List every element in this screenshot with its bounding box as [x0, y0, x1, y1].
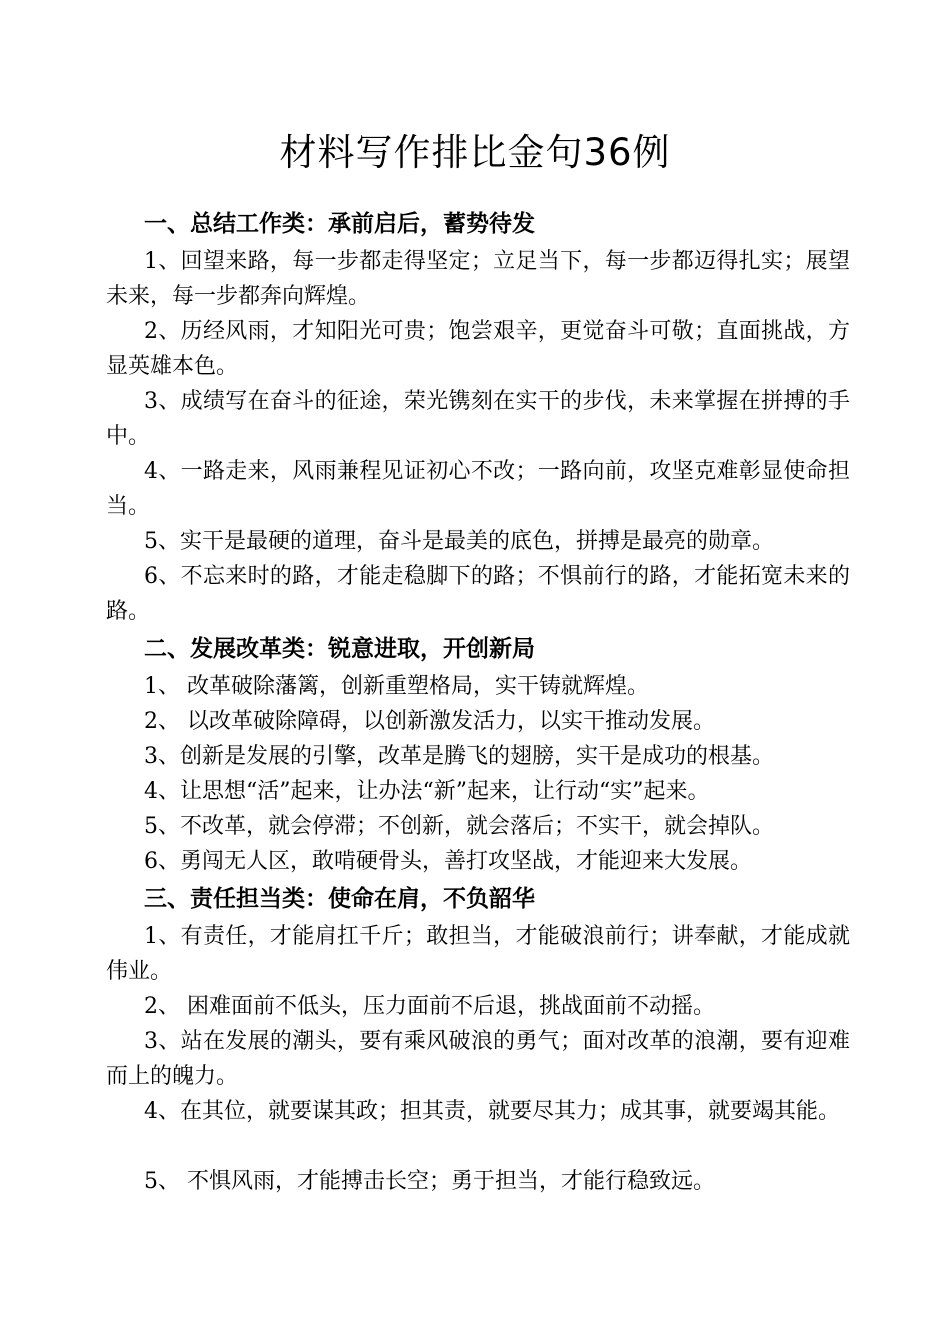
section-summary-work: [106, 204, 850, 629]
sentence-item: 2、 以改革破除障碍，以创新激发活力，以实干推动发展。: [144, 709, 715, 734]
sentence-item: 5、 不惧风雨，才能搏击长空；勇于担当，才能行稳致远。: [144, 1169, 715, 1194]
sentence-item: 5、不改革，就会停滞；不创新，就会落后；不实干，就会掉队。: [144, 814, 774, 839]
sentence-item: 1、回望来路，每一步都走得坚定；立足当下，每一步都迈得扎实；展望未来，每一步都奔向辉煌。: [106, 249, 850, 309]
sentence-item: 6、勇闯无人区，敢啃硬骨头，善打攻坚战，才能迎来大发展。: [144, 849, 752, 874]
sentence-item: 3、站在发展的潮头，要有乘风破浪的勇气；面对改革的浪潮，要有迎难而上的魄力。: [106, 1029, 850, 1089]
section-heading: 三、责任担当类：使命在肩，不负韶华: [144, 886, 535, 912]
sentence-item: 3、创新是发展的引擎，改革是腾飞的翅膀，实干是成功的根基。: [144, 744, 774, 769]
document-title: 材料写作排比金句36例: [279, 131, 671, 174]
section-responsibility: [106, 879, 850, 1199]
sentence-item: 1、 改革破除藩篱，创新重塑格局，实干铸就辉煌。: [144, 674, 649, 699]
sentence-item: 2、历经风雨，才知阳光可贵；饱尝艰辛，更觉奋斗可敬；直面挑战，方显英雄本色。: [106, 319, 850, 379]
sentence-item: 1、有责任，才能肩扛千斤；敢担当，才能破浪前行；讲奉献，才能成就伟业。: [106, 924, 850, 984]
sentence-item: 4、在其位，就要谋其政；担其责，就要尽其力；成其事，就要竭其能。: [144, 1099, 840, 1124]
sentence-item: 6、不忘来时的路，才能走稳脚下的路；不惧前行的路，才能拓宽未来的路。: [106, 564, 850, 624]
sentence-item: 4、一路走来，风雨兼程见证初心不改；一路向前，攻坚克难彰显使命担当。: [106, 459, 850, 519]
section-heading: 二、发展改革类：锐意进取，开创新局: [144, 636, 535, 662]
section-heading: 一、总结工作类：承前启后，蓄势待发: [144, 211, 535, 237]
sentence-item: 5、实干是最硬的道理，奋斗是最美的底色，拼搏是最亮的勋章。: [144, 529, 774, 554]
sentence-item: 2、 困难面前不低头，压力面前不后退，挑战面前不动摇。: [144, 994, 715, 1019]
sentence-item: 4、让思想“活”起来，让办法“新”起来，让行动“实”起来。: [144, 779, 710, 804]
sentence-item: 3、成绩写在奋斗的征途，荣光镌刻在实干的步伐，未来掌握在拼搏的手中。: [106, 389, 850, 449]
document-body: [106, 204, 850, 1199]
section-development-reform: [106, 629, 850, 879]
